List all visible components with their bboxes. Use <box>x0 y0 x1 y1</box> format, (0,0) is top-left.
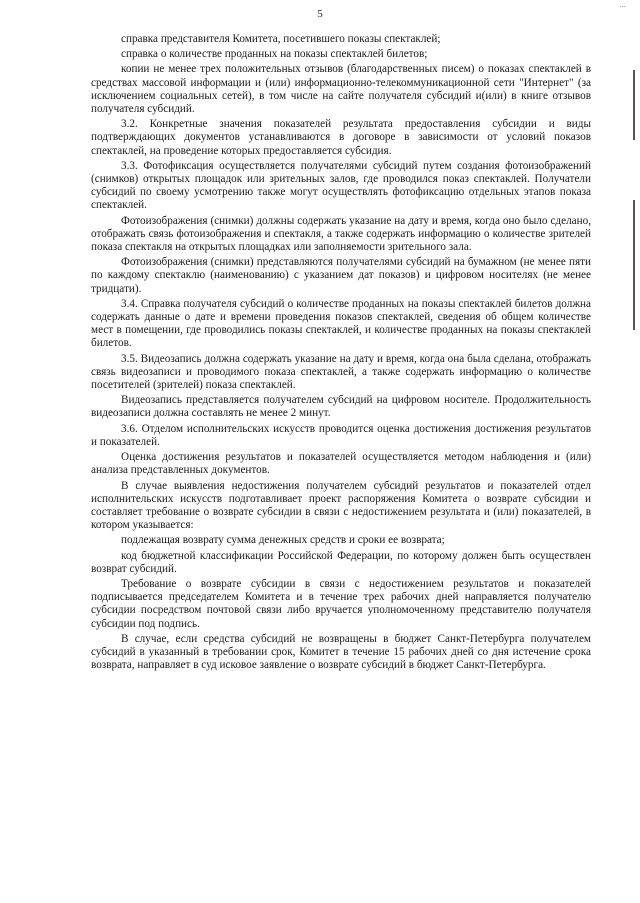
paragraph: В случае, если средства субсидий не возвращены в бюджет Санкт-Петербурга получателем субсидий в указанный в требовании срок, Комитет в течение 15 рабочих дней со дня истечение срока возврата, направляет в суд исковое заявление о возврате субсидий в бюджет Санкт-Петербурга. <box>91 632 591 672</box>
document-body <box>91 33 591 674</box>
paragraph: Видеозапись представляется получателем субсидий на цифровом носителе. Продолжительность видеозаписи должна составлять не менее 2 минут. <box>91 394 591 420</box>
paragraph: Фотоизображения (снимки) должны содержать указание на дату и время, когда оно было сделано, отображать связь фотоизображения и спектакля, а также содержать информацию о количестве зрителей показа спектакля на открытых площадках или заполняемости зрительного зала. <box>91 214 591 254</box>
paragraph: В случае выявления недостижения получателем субсидий результатов и показателей отдел исполнительских искусств подготавливает проект распоряжения Комитета о возврате субсидии и составляет требование о возврате субсидии в связи с недостижением результата и (или) показателей, в котором указывается: <box>91 479 591 532</box>
paragraph: справка представителя Комитета, посетившего показы спектаклей; <box>121 33 441 45</box>
paragraph: 3.5. Видеозапись должна содержать указание на дату и время, когда она была сделана, отображать связь видеозаписи и проводимого показа спектаклей, а также содержать информацию о количестве посетителей (зрителей) показа спектаклей. <box>91 352 591 392</box>
paragraph: копии не менее трех положительных отзывов (благодарственных писем) о показах спектаклей в средствах массовой информации и (или) информационно-телекоммуникационной сети "Интернет" (за исключением социальных сетей), в том числе на сайте получателя субсидий и(или) в книге отзывов получателя субсидий. <box>91 63 591 116</box>
scan-edge-mark-bottom <box>633 200 635 330</box>
paragraph: Оценка достижения результатов и показателей осуществляется методом наблюдения и (или) анализа представленных документов. <box>91 451 591 477</box>
paragraph: 3.3. Фотофиксация осуществляется получателями субсидий путем создания фотоизображений (снимков) открытых площадок или зрительных залов, где проводился показ спектаклей. Получатели субсидий по своему усмотрению также могут осуществлять фотофиксацию отдельных этапов показа спектаклей. <box>91 159 591 212</box>
paragraph: Требование о возврате субсидии в связи с недостижением результатов и показателей подписывается председателем Комитета и в течение трех рабочих дней направляется получателю субсидии посредством почтовой связи либо вручается уполномоченному представителю получателя субсидии под подпись. <box>91 577 591 630</box>
page-number: 5 <box>317 8 323 20</box>
paragraph: 3.2. Конкретные значения показателей результата предоставления субсидии и виды подтверждающих документов устанавливаются в договоре в зависимости от условий показов спектаклей, на проведение которых предоставляется субсидия. <box>91 118 591 157</box>
corner-stamp: ... <box>619 0 626 9</box>
paragraph: 3.6. Отделом исполнительских искусств проводится оценка достижения достижения результатов и показателей. <box>91 422 591 448</box>
paragraph: подлежащая возврату сумма денежных средств и сроки ее возврата; <box>121 534 445 547</box>
paragraph: 3.4. Справка получателя субсидий о количестве проданных на показы спектаклей билетов должна содержать данные о дате и времени проведения показов спектаклей, сведения об общем количестве мест в помещении, где проводились показы спектаклей, и количестве проданных на показы спектаклей билетов. <box>91 297 591 350</box>
scan-edge-mark-top <box>633 70 635 140</box>
paragraph: Фотоизображения (снимки) представляются получателями субсидий на бумажном (не менее пяти по каждому спектаклю (наименованию) с указанием дат показов) и цифровом носителях (не менее тридцати). <box>91 256 591 295</box>
paragraph: справка о количестве проданных на показы спектаклей билетов; <box>121 48 428 61</box>
paragraph: код бюджетной классификации Российской Федерации, по которому должен быть осуществлен возврат субсидий. <box>91 549 591 575</box>
